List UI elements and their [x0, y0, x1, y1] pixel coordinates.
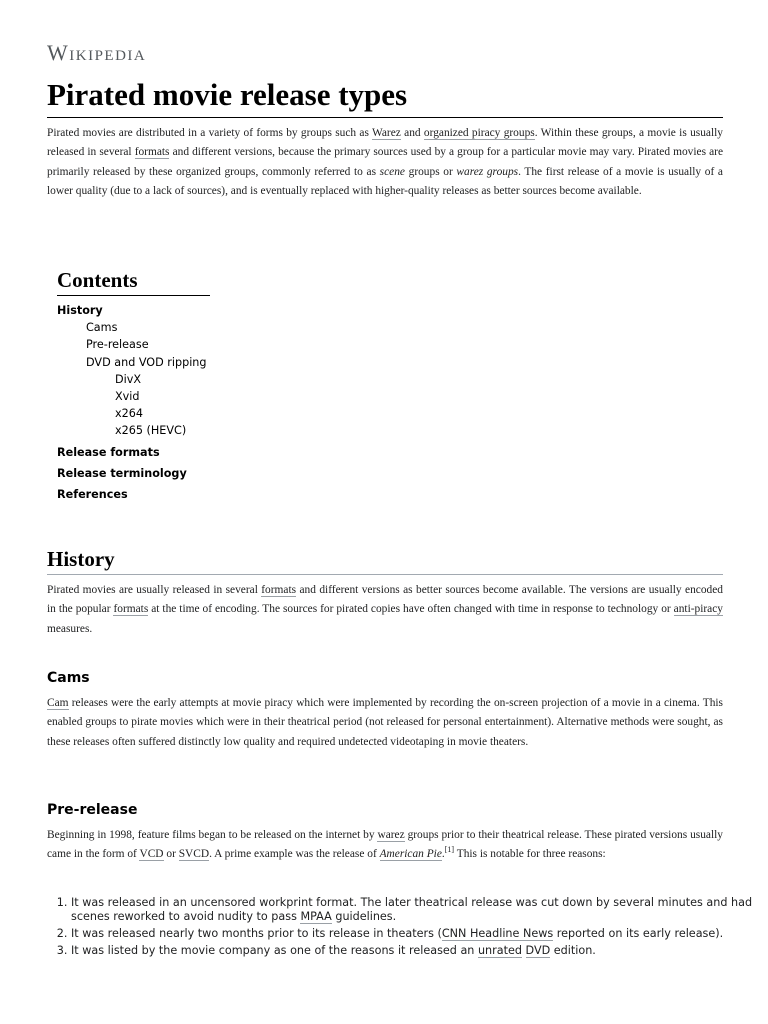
link-american-pie[interactable] — [380, 848, 442, 861]
reason-1-text-b: guidelines. — [331, 910, 397, 923]
link-organized-piracy-groups[interactable]: organized piracy groups — [423, 127, 535, 139]
link-vcd[interactable]: VCD — [139, 848, 164, 861]
cams-paragraph — [47, 694, 723, 752]
toc-item-divx[interactable]: DivX — [115, 372, 142, 386]
link-formats[interactable]: formats — [134, 146, 170, 159]
link-formats-history[interactable]: formats — [261, 584, 297, 596]
link-anti-piracy[interactable]: anti-piracy — [673, 603, 723, 616]
link-cnn-headline-news[interactable]: CNN Headline News — [441, 927, 554, 940]
link-warez-prerelease[interactable]: warez — [377, 829, 405, 841]
history-text-3: at the time of encoding. The sources for pirated copies have often changed with time in response to technology or — [148, 603, 674, 616]
link-formats-history-2[interactable]: formats — [113, 603, 149, 616]
reason-2-text-a: It was released nearly two months prior to its release in theaters ( — [71, 927, 442, 940]
toc-item-release-terminology[interactable]: Release terminology — [57, 466, 187, 480]
intro-text-1: Pirated movies are distributed in a variety of forms by groups such as — [47, 127, 373, 139]
history-heading: History — [47, 546, 723, 575]
link-warez[interactable]: Warez — [372, 127, 401, 139]
prerelease-text-4: . A prime example was the release of — [209, 848, 380, 861]
toc-title: Contents — [57, 268, 210, 296]
cams-text-1: releases were the early attempts at movie piracy which were implemented by recording the on-screen projection of a movie in a cinema. This enabled groups to pirate movies which were in their theatrical period (not released for personal entertainment). Alternative methods were sought, as these releases often suffered distinctly low quality and required undetected videotaping in movie theaters. — [47, 697, 723, 748]
table-of-contents — [57, 268, 210, 503]
reference-1[interactable]: [1] — [444, 845, 455, 855]
intro-text-2: and — [400, 127, 424, 139]
history-text-1: Pirated movies are usually released in several — [47, 584, 262, 596]
reason-1-text-a: It was released in an uncensored workprint format. The later theatrical release was cut down by several minutes and had scenes reworked to avoid nudity to pass — [71, 896, 753, 923]
wikipedia-logo[interactable]: Wikipedia — [47, 40, 147, 65]
intro-text-4: and different versions, because the primary sources used by a group for a particular movie may vary. Pirated movies are primarily released by these organized groups, commonly referred to as — [47, 146, 724, 178]
list-item — [71, 927, 761, 941]
pre-release-paragraph — [47, 826, 723, 865]
toc-item-cams[interactable]: Cams — [86, 321, 118, 335]
history-paragraph — [47, 581, 723, 639]
intro-text-3: . Within these groups, a movie is usually released in several — [47, 127, 723, 159]
toc-item-pre-release[interactable]: Pre-release — [86, 338, 149, 352]
intro-italic-scene: scene — [379, 165, 405, 178]
page-title: Pirated movie release types — [47, 76, 723, 118]
toc-item-references[interactable]: References — [57, 488, 128, 502]
reasons-list — [47, 896, 761, 961]
link-unrated[interactable]: unrated — [477, 944, 522, 957]
intro-italic-warez-groups: warez groups — [456, 165, 519, 178]
list-item — [71, 896, 761, 924]
reason-3-text-a: It was listed by the movie company as one of the reasons it released an — [71, 944, 478, 957]
link-svcd[interactable]: SVCD — [178, 848, 210, 861]
link-cam[interactable]: Cam — [47, 697, 69, 709]
toc-item-history[interactable]: History — [57, 304, 103, 317]
history-text-4: measures. — [47, 622, 93, 635]
toc-item-x264[interactable]: x264 — [115, 407, 143, 421]
prerelease-text-1: Beginning in 1998, feature films began to be released on the internet by — [47, 829, 378, 841]
reason-3-text-m — [522, 944, 526, 957]
toc-item-x265[interactable]: x265 (HEVC) — [115, 424, 187, 438]
prerelease-text-3: or — [163, 848, 179, 861]
toc-item-release-formats[interactable]: Release formats — [57, 445, 160, 459]
link-dvd[interactable]: DVD — [525, 944, 551, 957]
intro-paragraph — [47, 124, 723, 201]
link-mpaa[interactable]: MPAA — [300, 910, 332, 923]
prerelease-text-6: This is notable for three reasons: — [454, 848, 606, 861]
prerelease-text-2: groups prior to their theatrical release. These pirated versions usually came in the form of — [47, 829, 723, 861]
prerelease-text-5: . — [441, 848, 445, 861]
list-item — [71, 944, 761, 958]
toc-item-dvd-vod-ripping[interactable]: DVD and VOD ripping — [86, 355, 207, 369]
pre-release-heading: Pre-release — [47, 802, 138, 818]
intro-text-5: groups or — [404, 165, 457, 178]
cams-heading: Cams — [47, 670, 90, 686]
toc-item-xvid[interactable]: Xvid — [115, 390, 140, 404]
history-text-2: and different versions as better sources become available. The versions are usually encoded in the popular — [47, 584, 723, 616]
american-pie-italic: American Pie — [379, 848, 442, 861]
intro-text-6: . The first release of a movie is usually of a lower quality (due to a lack of sources), and is eventually replaced with higher-quality releases as better sources become available. — [47, 165, 723, 197]
reason-3-text-b: edition. — [550, 944, 596, 957]
reason-2-text-b: reported on its early release). — [553, 927, 724, 940]
